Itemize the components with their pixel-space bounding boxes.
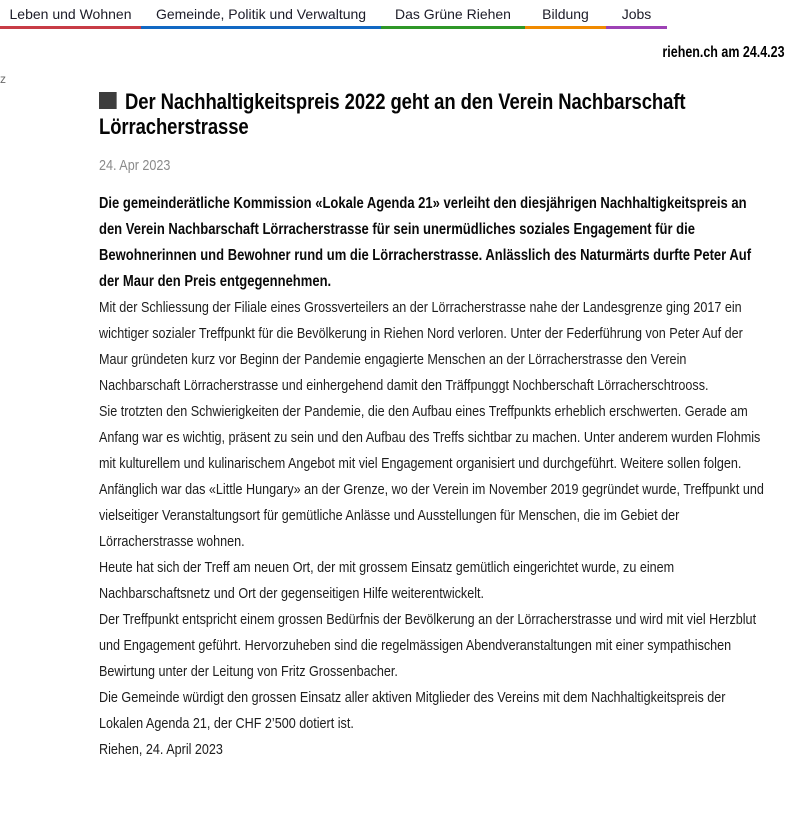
stray-character: z	[0, 72, 6, 86]
body-paragraph: Die Gemeinde würdigt den grossen Einsatz aller aktiven Mitglieder des Vereins mit dem Nachhaltigkeitspreis der Lokalen Agenda 21, der CHF 2’500 dotiert ist.	[99, 689, 726, 732]
body-paragraph: Anfänglich war das «Little Hungary» an der Grenze, wo der Verein im November 2019 gegründet wurde, Treffpunkt und vielseitiger Veranstaltungsort für gemütliche Anlässe und Ausstellungen für Menschen, die im Gebiet der Lörracherstrasse wohnen.	[99, 481, 764, 550]
closing-line: Riehen, 24. April 2023	[99, 741, 223, 758]
body-paragraph: Mit der Schliessung der Filiale eines Grossverteilers an der Lörracherstrasse nahe der Landesgrenze ging 2017 ein wichtiger sozialer Treffpunkt für die Bevölkerung in Riehen Nord verloren. Unter der Federführung von Peter Auf der Maur gründeten kurz vor Beginn der Pandemie engagierte Menschen an der Lörracherstrasse den Verein Nachbarschaft Lörracherstrasse und einhergehend damit den Träffpunggt Nochberschaft Lörracherschtrooss.	[99, 299, 743, 394]
top-navigation	[0, 0, 667, 29]
body-paragraph: Heute hat sich der Treff am neuen Ort, der mit grossem Einsatz gemütlich eingerichtet wurde, zu einem Nachbarschaftsnetz und Ort der gegenseitigen Hilfe weiterentwickelt.	[99, 559, 675, 602]
source-attribution: riehen.ch am 24.4.23	[662, 44, 785, 61]
body-paragraph: Sie trotzten den Schwierigkeiten der Pandemie, die den Aufbau eines Treffpunkts erheblich erschwerten. Gerade am Anfang war es wichtig, präsent zu sein und den Aufbau des Treffs sichtbar zu machen. Unter anderem wurden Flohmis mit kulturellem und kulinarischem Angebot mit viel Engagement organisiert und durchgeführt. Weitere sollen folgen.	[99, 403, 761, 472]
body-paragraph: Der Treffpunkt entspricht einem grossen Bedürfnis der Bevölkerung an der Lörracherstrasse und wird mit viel Herzblut und Engagement geführt. Hervorzuheben sind die regelmässigen Abendveranstaltungen mit einer sympathischen Bewirtung unter der Leitung von Fritz Grossenbacher.	[99, 611, 757, 680]
nav-item-bildung[interactable]: Bildung	[525, 0, 606, 29]
lead-paragraph: Die gemeinderätliche Kommission «Lokale Agenda 21» verleiht den diesjährigen Nachhaltigkeitspreis an den Verein Nachbarschaft Lörracherstrasse für sein unermüdliches soziales Engagement für die Bewohnerinnen und Bewohner rund um die Lörracherstrasse. Anlässlich des Naturmärts durfte Peter Auf der Maur den Preis entgegennehmen.	[99, 195, 752, 290]
title-bullet-square-icon	[99, 92, 117, 109]
nav-item-leben-und-wohnen[interactable]: Leben und Wohnen	[0, 0, 141, 29]
article	[99, 89, 769, 763]
page-title	[99, 89, 754, 139]
publication-date: 24. Apr 2023	[99, 157, 171, 174]
page-title-text: Der Nachhaltigkeitspreis 2022 geht an den Verein Nachbarschaft Lörracherstrasse	[99, 89, 686, 139]
nav-item-das-gruene-riehen[interactable]: Das Grüne Riehen	[381, 0, 525, 29]
nav-item-gemeinde-politik-verwaltung[interactable]: Gemeinde, Politik und Verwaltung	[141, 0, 381, 29]
nav-item-jobs[interactable]: Jobs	[606, 0, 667, 29]
